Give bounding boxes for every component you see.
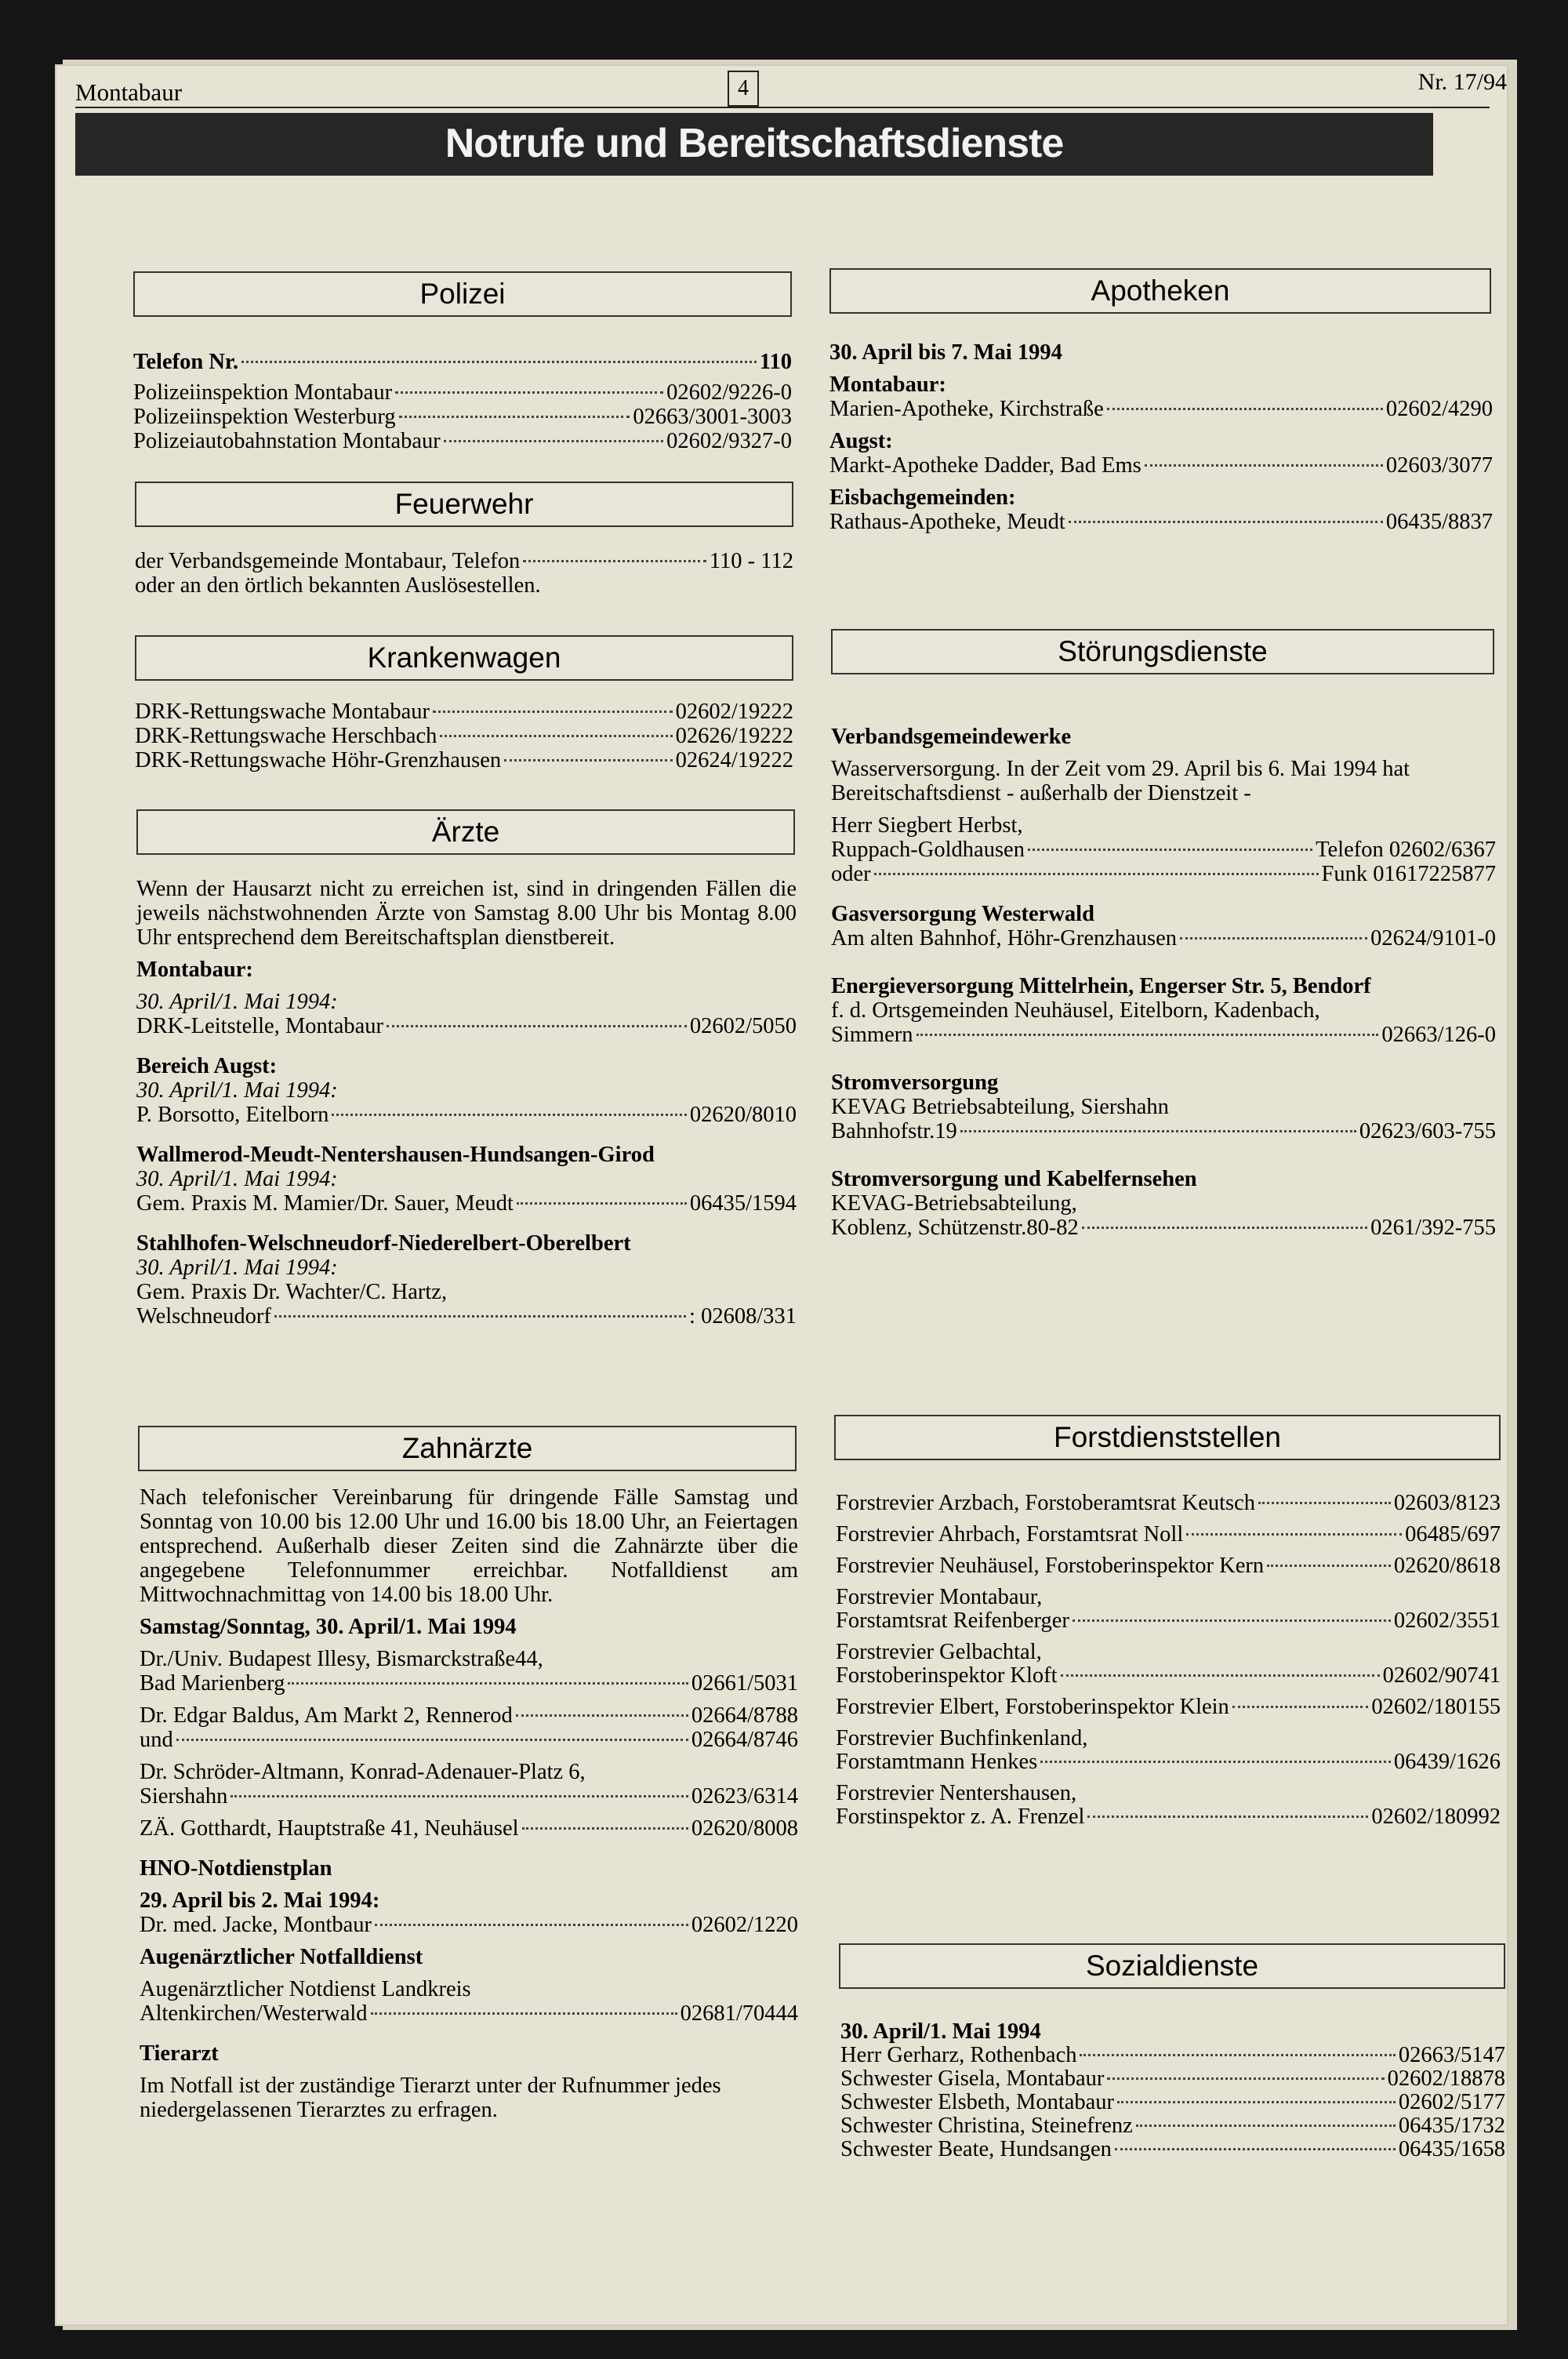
stoerung-section: [831, 725, 1496, 1240]
krankenwagen-heading: Krankenwagen: [135, 635, 793, 681]
stoerung-strom-heading: Stromversorgung: [831, 1070, 999, 1095]
augen-heading: Augenärztlicher Notfalldienst: [140, 1945, 423, 1969]
forst-row: Forstrevier Ahrbach, Forstamtsrat Noll 06485/697: [836, 1522, 1501, 1547]
zahnaerzte-line: Dr./Univ. Budapest Illesy, Bismarckstraße44,: [140, 1647, 543, 1671]
header-rule: [75, 107, 1490, 108]
tierarzt-text: Im Notfall ist der zuständige Tierarzt unter der Rufnummer jedes niedergelassenen Tierarztes zu erfragen.: [140, 2074, 721, 2122]
augen-line: Augenärztlicher Notdienst Landkreis: [140, 1977, 471, 2001]
aerzte-section: [136, 877, 797, 1329]
apotheken-row: Rathaus-Apotheke, Meudt 06435/8837: [829, 510, 1493, 534]
forst-section: [836, 1492, 1501, 1829]
forst-row: Forstrevier Arzbach, Forstoberamtsrat Keutsch 02603/8123: [836, 1491, 1501, 1515]
stoerung-energie-line: f. d. Ortsgemeinden Neuhäusel, Eitelborn, Kadenbach,: [831, 998, 1320, 1023]
sozial-row: Schwester Beate, Hundsangen 06435/1658: [840, 2137, 1505, 2161]
page-title: Notrufe und Bereitschaftsdienste: [75, 113, 1433, 176]
hno-heading: HNO-Notdienstplan: [140, 1856, 332, 1881]
aerzte-row: DRK-Leitstelle, Montabaur 02602/5050: [136, 1014, 797, 1038]
krankenwagen-row: DRK-Rettungswache Herschbach 02626/19222: [135, 724, 793, 748]
apotheken-row: Markt-Apotheke Dadder, Bad Ems 02603/3077: [829, 453, 1493, 478]
feuerwehr-section: [135, 549, 793, 598]
aerzte-intro: Wenn der Hausarzt nicht zu erreichen ist, sind in dringenden Fällen die jeweils nächstwohnenden Ärzte von Samstag 8.00 Uhr bis Montag 8.00 Uhr entsprechend dem Bereitschaftsplan dienstbereit.: [136, 877, 797, 950]
stoerung-row: oder Funk 01617225877: [831, 862, 1496, 886]
forst-row: Forstoberinspektor Kloft 02602/90741: [836, 1663, 1501, 1688]
sozial-section: [840, 2020, 1505, 2161]
sozial-row: Schwester Gisela, Montabaur 02602/18878: [840, 2066, 1505, 2091]
forst-row: Forstinspektor z. A. Frenzel 02602/180992: [836, 1805, 1501, 1829]
apotheken-group-heading: Augst:: [829, 429, 893, 453]
header-town: Montabaur: [75, 78, 183, 106]
sozial-row: Schwester Christina, Steinefrenz 06435/1732: [840, 2114, 1505, 2138]
krankenwagen-section: [135, 700, 793, 772]
stoerung-kabel-heading: Stromversorgung und Kabelfernsehen: [831, 1167, 1197, 1191]
forst-row: Forstamtmann Henkes 06439/1626: [836, 1750, 1501, 1774]
zahnaerzte-date-heading: Samstag/Sonntag, 30. April/1. Mai 1994: [140, 1615, 517, 1639]
zahnaerzte-row: Siershahn 02623/6314: [140, 1784, 798, 1808]
forst-line: Forstrevier Nentershausen,: [836, 1781, 1077, 1805]
forst-line: Forstrevier Montabaur,: [836, 1585, 1043, 1609]
forst-row: Forstrevier Neuhäusel, Forstoberinspektor Kern 02620/8618: [836, 1554, 1501, 1578]
polizei-row: Telefon Nr. 110: [133, 350, 792, 374]
zahnaerzte-row: Dr. Edgar Baldus, Am Markt 2, Rennerod 02664/8788: [140, 1703, 798, 1728]
feuerwehr-heading: Feuerwehr: [135, 482, 793, 527]
aerzte-line: Gem. Praxis Dr. Wachter/C. Hartz,: [136, 1280, 448, 1304]
aerzte-group-date: 30. April/1. Mai 1994:: [136, 1256, 338, 1280]
stoerung-row: Bahnhofstr.19 02623/603-755: [831, 1119, 1496, 1143]
polizei-section: [133, 350, 792, 453]
stoerung-vg-person: Herr Siegbert Herbst,: [831, 813, 1023, 838]
polizei-row: Polizeiinspektion Westerburg 02663/3001-3003: [133, 405, 792, 429]
zahnaerzte-row: und 02664/8746: [140, 1728, 798, 1752]
apotheken-group-heading: Montabaur:: [829, 373, 946, 397]
forst-row: Forstrevier Elbert, Forstoberinspektor Klein 02602/180155: [836, 1695, 1501, 1719]
sozial-heading: Sozialdienste: [839, 1943, 1505, 1989]
stoerung-kabel-line: KEVAG-Betriebsabteilung,: [831, 1191, 1077, 1216]
feuerwehr-text: oder an den örtlich bekannten Auslösestellen.: [135, 573, 541, 598]
polizei-row: Polizeiinspektion Montabaur 02602/9226-0: [133, 380, 792, 405]
sozial-row: Schwester Elsbeth, Montabaur 02602/5177: [840, 2090, 1505, 2114]
aerzte-group-date: 30. April/1. Mai 1994:: [136, 990, 338, 1014]
stoerung-row: Ruppach-Goldhausen Telefon 02602/6367: [831, 838, 1496, 862]
aerzte-group-date: 30. April/1. Mai 1994:: [136, 1167, 338, 1191]
stoerung-row: Simmern 02663/126-0: [831, 1023, 1496, 1047]
tierarzt-heading: Tierarzt: [140, 2041, 219, 2066]
polizei-heading: Polizei: [133, 271, 792, 317]
feuerwehr-row: der Verbandsgemeinde Montabaur, Telefon 110 - 112: [135, 549, 793, 573]
header-issue: Nr. 17/94: [1417, 69, 1507, 95]
apotheken-row: Marien-Apotheke, Kirchstraße 02602/4290: [829, 397, 1493, 421]
apotheken-date: 30. April bis 7. Mai 1994: [829, 340, 1062, 365]
aerzte-group-date: 30. April/1. Mai 1994:: [136, 1078, 338, 1103]
aerzte-group-heading: Bereich Augst:: [136, 1054, 278, 1078]
aerzte-row: Welschneudorf : 02608/331: [136, 1304, 797, 1329]
aerzte-row: Gem. Praxis M. Mamier/Dr. Sauer, Meudt 06435/1594: [136, 1191, 797, 1216]
polizei-row: Polizeiautobahnstation Montabaur 02602/9327-0: [133, 429, 792, 453]
apotheken-group-heading: Eisbachgemeinden:: [829, 485, 1016, 510]
stoerung-heading: Störungsdienste: [831, 629, 1494, 674]
header-page-number: 4: [728, 71, 759, 107]
forst-line: Forstrevier Buchfinkenland,: [836, 1726, 1088, 1750]
aerzte-group-heading: Wallmerod-Meudt-Nentershausen-Hundsangen-Girod: [136, 1143, 655, 1167]
zahnaerzte-row: Bad Marienberg 02661/5031: [140, 1671, 798, 1696]
stoerung-row: Am alten Bahnhof, Höhr-Grenzhausen 02624/9101-0: [831, 926, 1496, 951]
stoerung-row: Koblenz, Schützenstr.80-82 0261/392-755: [831, 1216, 1496, 1240]
apotheken-section: [829, 340, 1493, 534]
aerzte-row: P. Borsotto, Eitelborn 02620/8010: [136, 1103, 797, 1127]
sozial-row: Herr Gerharz, Rothenbach 02663/5147: [840, 2043, 1505, 2067]
stoerung-vg-heading: Verbandsgemeindewerke: [831, 725, 1072, 749]
krankenwagen-row: DRK-Rettungswache Höhr-Grenzhausen 02624/19222: [135, 748, 793, 772]
forst-row: Forstamtsrat Reifenberger 02602/3551: [836, 1608, 1501, 1633]
stoerung-strom-line: KEVAG Betriebsabteilung, Siershahn: [831, 1095, 1169, 1119]
aerzte-group-heading: Stahlhofen-Welschneudorf-Niederelbert-Oberelbert: [136, 1231, 631, 1256]
aerzte-heading: Ärzte: [136, 809, 795, 855]
stoerung-gas-heading: Gasversorgung Westerwald: [831, 902, 1094, 926]
zahnaerzte-section: [140, 1485, 798, 2122]
stoerung-vg-text: Wasserversorgung. In der Zeit vom 29. April bis 6. Mai 1994 hat Bereitschaftsdienst - außerhalb der Dienstzeit -: [831, 757, 1410, 805]
zahnaerzte-line: Dr. Schröder-Altmann, Konrad-Adenauer-Platz 6,: [140, 1760, 586, 1784]
zahnaerzte-row: ZÄ. Gotthardt, Hauptstraße 41, Neuhäusel 02620/8008: [140, 1816, 798, 1841]
hno-row: Dr. med. Jacke, Montbaur 02602/1220: [140, 1913, 798, 1937]
zahnaerzte-heading: Zahnärzte: [138, 1426, 797, 1471]
hno-date: 29. April bis 2. Mai 1994:: [140, 1888, 380, 1913]
augen-row: Altenkirchen/Westerwald 02681/70444: [140, 2001, 798, 2026]
krankenwagen-row: DRK-Rettungswache Montabaur 02602/19222: [135, 700, 793, 724]
stoerung-energie-heading: Energieversorgung Mittelrhein, Engerser Str. 5, Bendorf: [831, 974, 1371, 998]
apotheken-heading: Apotheken: [829, 268, 1491, 314]
aerzte-group-heading: Montabaur:: [136, 958, 253, 982]
zahnaerzte-intro: Nach telefonischer Vereinbarung für dringende Fälle Samstag und Sonntag von 10.00 bis 12.00 Uhr und 16.00 bis 18.00 Uhr, an Feiertagen entsprechend. Außerhalb dieser Zeiten sind die Zahnärzte über die angegebene Telefonnummer erreichbar. Notfalldienst am Mittwochnachmittag von 14.00 bis 18.00 Uhr.: [140, 1485, 798, 1607]
forst-line: Forstrevier Gelbachtal,: [836, 1640, 1042, 1664]
sozial-date: 30. April/1. Mai 1994: [840, 2019, 1041, 2044]
forst-heading: Forstdienststellen: [834, 1415, 1501, 1460]
